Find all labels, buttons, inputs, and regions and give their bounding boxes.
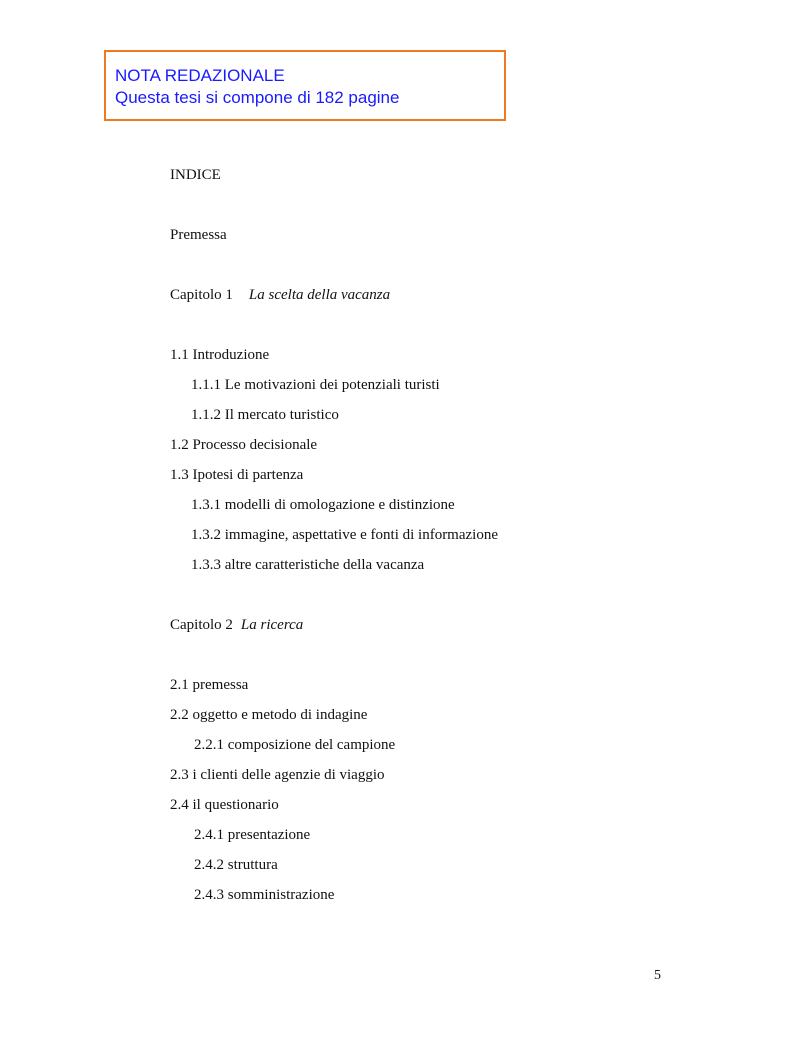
chapter-1-title: La scelta della vacanza [248, 287, 391, 303]
editorial-note-text: Questa tesi si compone di 182 pagine [115, 88, 400, 107]
toc-subentry: 2.2.1 composizione del campione [194, 737, 396, 753]
editorial-note-box [104, 50, 506, 121]
toc-entry: 2.4 il questionario [170, 797, 279, 813]
toc-subentry: 1.3.2 immagine, aspettative e fonti di informazione [191, 527, 498, 543]
toc-heading: INDICE [170, 167, 221, 183]
chapter-1-number: Capitolo 1 [170, 287, 233, 303]
toc-subentry: 1.3.1 modelli di omologazione e distinzione [191, 497, 455, 513]
toc-subentry: 1.1.1 Le motivazioni dei potenziali turisti [191, 377, 440, 393]
toc-entry: 2.1 premessa [170, 677, 249, 693]
chapter-2-heading [170, 616, 303, 634]
toc-subentry: 1.1.2 Il mercato turistico [191, 407, 339, 423]
toc-entry: 2.3 i clienti delle agenzie di viaggio [170, 767, 385, 783]
chapter-1-heading [170, 286, 390, 304]
chapter-2-number: Capitolo 2 [170, 617, 233, 633]
editorial-note-title: NOTA REDAZIONALE [115, 66, 285, 85]
toc-subentry: 2.4.1 presentazione [194, 827, 311, 843]
toc-premessa: Premessa [170, 227, 227, 243]
page-number: 5 [654, 968, 661, 983]
toc-entry: 1.2 Processo decisionale [170, 437, 318, 453]
toc-entry: 1.1 Introduzione [170, 347, 270, 363]
toc-entry: 2.2 oggetto e metodo di indagine [170, 707, 368, 723]
toc-entry: 1.3 Ipotesi di partenza [170, 467, 304, 483]
toc-subentry: 1.3.3 altre caratteristiche della vacanza [191, 557, 425, 573]
toc-subentry: 2.4.3 somministrazione [194, 887, 335, 903]
toc-subentry: 2.4.2 struttura [194, 857, 278, 873]
chapter-2-title: La ricerca [240, 617, 304, 633]
